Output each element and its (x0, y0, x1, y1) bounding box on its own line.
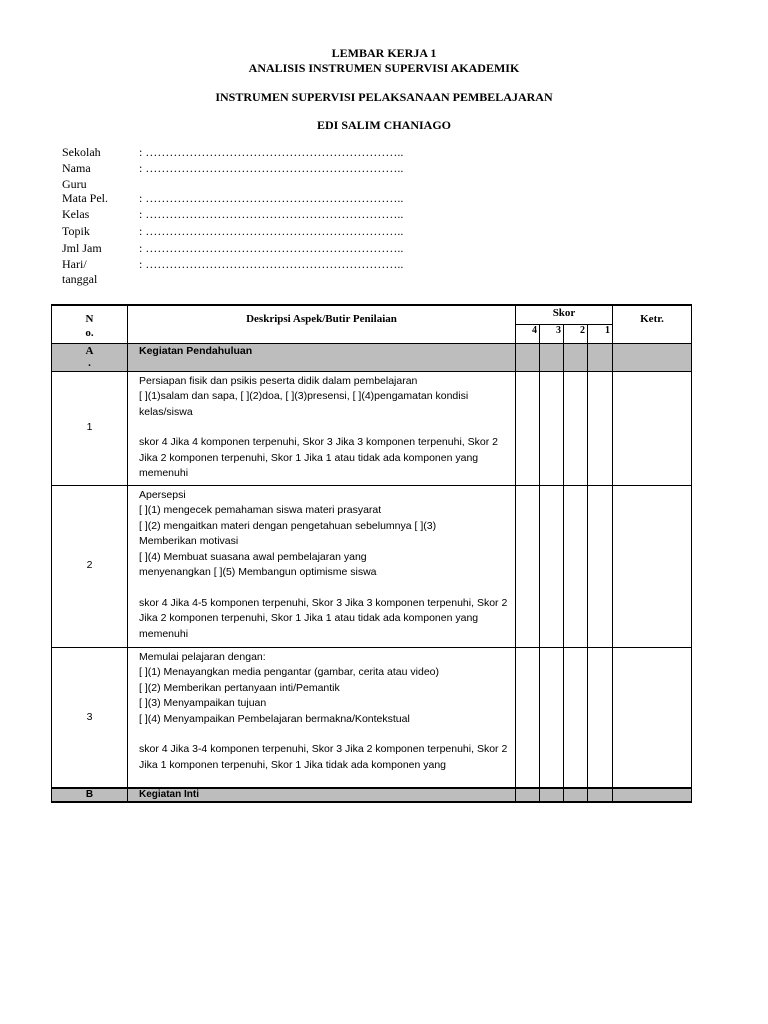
header-skor: Skor (516, 305, 613, 324)
item-text: Memulai pelajaran dengan: (139, 650, 266, 663)
item-text: Apersepsi (139, 488, 186, 501)
skor-cell[interactable] (516, 647, 540, 788)
spacer (139, 581, 509, 596)
info-field[interactable]: : ……………………………………………………….. (139, 224, 404, 238)
item-text: [ ](1) mengecek pemahaman siswa materi prasyarat (139, 504, 382, 516)
skor-cell[interactable] (516, 485, 540, 647)
header-ketr: Ketr. (613, 305, 692, 343)
info-field[interactable]: : ……………………………………………………….. (139, 191, 404, 205)
ketr-cell[interactable] (613, 647, 692, 788)
skor-2: 2 (564, 324, 588, 343)
header-no-line1: N (85, 313, 94, 326)
section-a-row (52, 343, 692, 371)
item-description (128, 647, 516, 788)
skor-4: 4 (516, 324, 540, 343)
skor-cell[interactable] (540, 485, 564, 647)
info-label: tanggal (62, 272, 98, 286)
info-field[interactable]: : ……………………………………………………….. (139, 207, 404, 221)
item-text: [ ](1)salam dan sapa, [ ](2)doa, [ ](3)presensi, [ ](4)pengamatan kondisi kelas/siswa (139, 390, 469, 418)
ketr-cell[interactable] (613, 485, 692, 647)
item-criteria: skor 4 Jika 4-5 komponen terpenuhi, Skor 3 Jika 3 komponen terpenuhi, Skor 2 Jika 2 komponen terpenuhi, Skor 1 Jika 1 atau tidak ada komponen yang memenuhi (139, 596, 508, 640)
table-row-item-3 (52, 647, 692, 788)
skor-cell[interactable] (588, 343, 613, 371)
skor-cell[interactable] (516, 343, 540, 371)
assessment-table (51, 304, 692, 803)
item-criteria: skor 4 Jika 3-4 komponen terpenuhi, Skor 3 Jika 2 komponen terpenuhi, Skor 2 Jika 1 komponen terpenuhi, Skor 1 Jika tidak ada komponen yang (139, 743, 508, 771)
ketr-cell[interactable] (613, 371, 692, 485)
spacer (139, 727, 509, 742)
item-text: [ ](1) Menayangkan media pengantar (gambar, cerita atau video) [ ](2) Memberikan pertanyaan inti/Pemantik (139, 666, 440, 694)
item-description (128, 371, 516, 485)
skor-cell[interactable] (564, 647, 588, 788)
info-label: Kelas (62, 207, 90, 221)
item-text: [ ](2) mengaitkan materi dengan pengetahuan sebelumnya [ ](3) Memberikan motivasi (139, 519, 437, 547)
item-text: [ ](4) Membuat suasana awal pembelajaran yang menyenangkan [ ](5) Membangun optimisme siswa (139, 550, 377, 578)
info-field[interactable]: : ……………………………………………………….. (139, 161, 404, 175)
header-no (52, 305, 128, 343)
skor-cell[interactable] (588, 371, 613, 485)
header-description: Deskripsi Aspek/Butir Penilaian (128, 305, 516, 343)
worksheet-title: LEMBAR KERJA 1 (331, 46, 437, 60)
instrument-title: INSTRUMEN SUPERVISI PELAKSANAAN PEMBELAJARAN (215, 90, 553, 104)
skor-cell[interactable] (588, 647, 613, 788)
section-a-no-line2: . (88, 356, 91, 369)
item-no: 1 (52, 371, 128, 485)
info-label: Jml Jam (62, 241, 102, 255)
skor-cell[interactable] (564, 788, 588, 802)
section-b-no: B (52, 788, 128, 802)
item-criteria: skor 4 Jika 4 komponen terpenuhi, Skor 3 Jika 3 komponen terpenuhi, Skor 2 Jika 2 komponen terpenuhi, Skor 1 Jika 1 atau tidak ada komponen yang memenuhi (139, 436, 498, 479)
header-no-line2: o. (85, 327, 94, 340)
info-field[interactable]: : ……………………………………………………….. (139, 241, 404, 255)
section-a-no (52, 343, 128, 371)
section-a-no-line1: A (85, 344, 94, 357)
info-field[interactable]: : ……………………………………………………….. (139, 257, 404, 271)
skor-cell[interactable] (564, 485, 588, 647)
ketr-cell[interactable] (613, 343, 692, 371)
section-b-row (52, 788, 692, 802)
item-text: [ ](3) Menyampaikan tujuan (139, 697, 267, 709)
skor-cell[interactable] (540, 371, 564, 485)
info-label: Topik (62, 224, 90, 238)
skor-cell[interactable] (516, 788, 540, 802)
spacer (139, 420, 509, 435)
skor-cell[interactable] (564, 371, 588, 485)
section-a-label: Kegiatan Pendahuluan (128, 343, 516, 371)
skor-cell[interactable] (564, 343, 588, 371)
item-no: 2 (52, 485, 128, 647)
item-no: 3 (52, 647, 128, 788)
ketr-cell[interactable] (613, 788, 692, 802)
author-name: EDI SALIM CHANIAGO (316, 118, 451, 132)
skor-cell[interactable] (540, 788, 564, 802)
worksheet-subtitle: ANALISIS INSTRUMEN SUPERVISI AKADEMIK (248, 61, 520, 75)
skor-cell[interactable] (588, 788, 613, 802)
skor-cell[interactable] (540, 343, 564, 371)
info-label: Hari/ (62, 257, 87, 271)
item-description (128, 485, 516, 647)
skor-cell[interactable] (540, 647, 564, 788)
info-label: Mata Pel. (62, 191, 108, 205)
table-header-row (52, 305, 692, 324)
skor-1: 1 (588, 324, 613, 343)
info-label: Guru (62, 177, 87, 191)
skor-cell[interactable] (588, 485, 613, 647)
table-row-item-1 (52, 371, 692, 485)
info-field[interactable]: : ……………………………………………………….. (139, 145, 404, 159)
item-text: [ ](4) Menyampaikan Pembelajaran bermakna/Kontekstual (139, 712, 410, 725)
skor-cell[interactable] (516, 371, 540, 485)
info-label: Sekolah (62, 145, 101, 159)
table-row-item-2 (52, 485, 692, 647)
item-text: Persiapan fisik dan psikis peserta didik dalam pembelajaran (139, 374, 418, 387)
skor-3: 3 (540, 324, 564, 343)
info-label: Nama (62, 161, 91, 175)
section-b-label: Kegiatan Inti (128, 788, 516, 802)
